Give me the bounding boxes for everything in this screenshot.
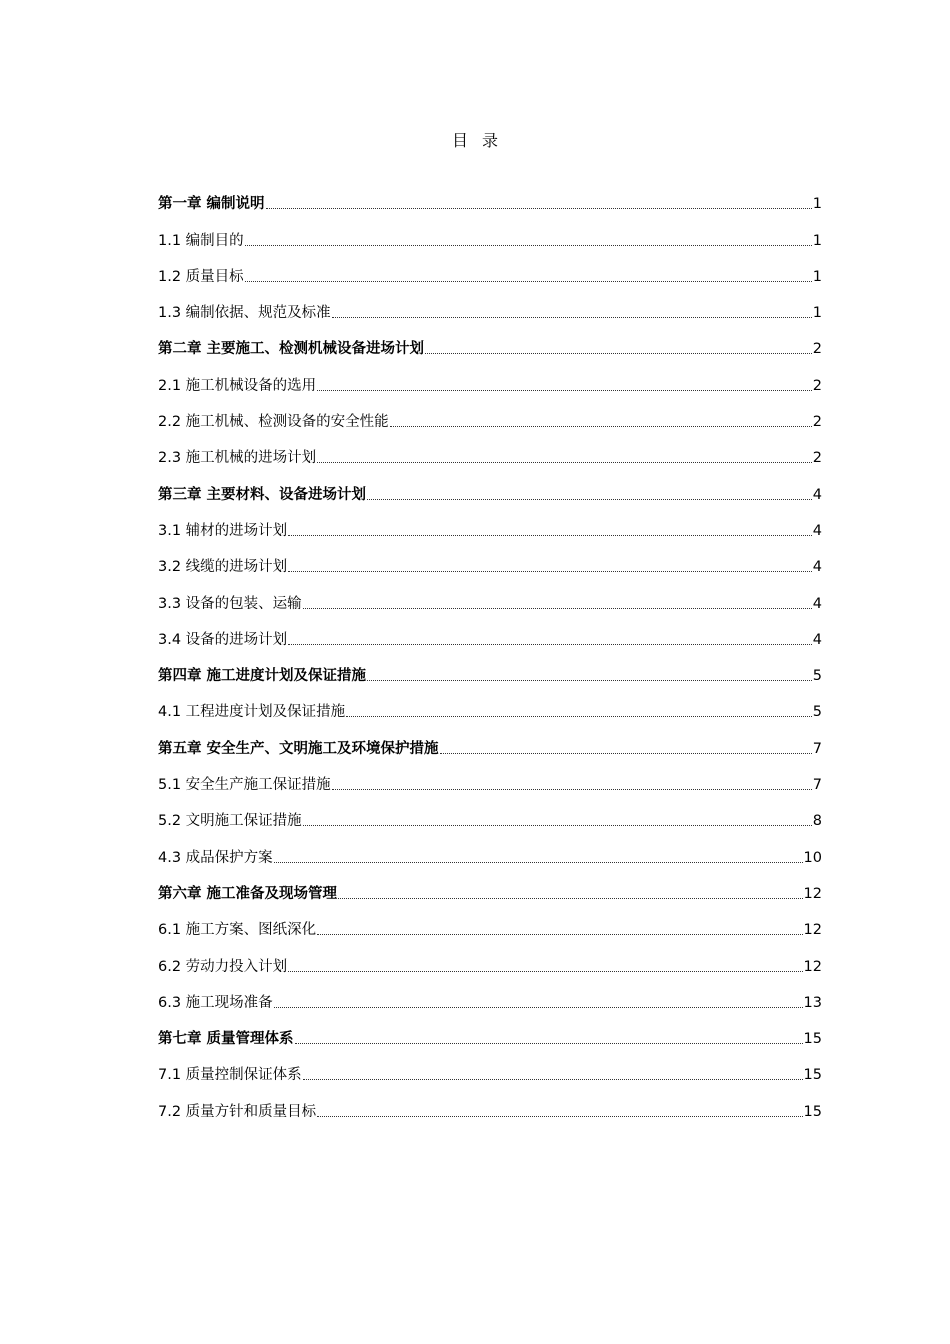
toc-entry-label: 3.3 设备的包装、运输 <box>158 595 302 612</box>
toc-entry-label: 2.1 施工机械设备的选用 <box>158 377 317 394</box>
toc-page-number: 13 <box>803 994 822 1011</box>
dot-leader <box>303 1078 803 1080</box>
toc-entry-label: 4.3 成品保护方案 <box>158 849 273 866</box>
dot-leader <box>346 715 812 717</box>
toc-page-number: 1 <box>812 232 822 249</box>
dot-leader <box>425 352 812 354</box>
toc-entry-label: 第三章 主要材料、设备进场计划 <box>158 486 367 503</box>
toc-page-number: 15 <box>803 1067 822 1084</box>
toc-page-number: 2 <box>812 341 822 358</box>
toc-entry-label: 1.3 编制依据、规范及标准 <box>158 305 331 322</box>
toc-entry-7-1[interactable] <box>158 1049 822 1085</box>
toc-entry-4-1[interactable] <box>158 686 822 722</box>
toc-entry-chapter-5[interactable] <box>158 722 822 758</box>
dot-leader <box>390 425 812 427</box>
dot-leader <box>245 244 812 246</box>
dot-leader <box>295 1042 803 1044</box>
toc-entry-6-2[interactable] <box>158 940 822 976</box>
toc-entry-label: 3.2 线缆的进场计划 <box>158 559 288 576</box>
toc-page-number: 2 <box>812 377 822 394</box>
toc-entry-label: 6.3 施工现场准备 <box>158 994 273 1011</box>
toc-title <box>0 128 950 151</box>
toc-page-number: 2 <box>812 450 822 467</box>
toc-page-number: 4 <box>812 522 822 539</box>
dot-leader <box>274 861 803 863</box>
toc-page-number: 12 <box>803 922 822 939</box>
toc-page-number: 1 <box>812 196 822 213</box>
dot-leader <box>303 824 812 826</box>
toc-entry-label: 7.1 质量控制保证体系 <box>158 1067 302 1084</box>
toc-page-number: 2 <box>812 414 822 431</box>
toc-page-number: 4 <box>812 631 822 648</box>
toc-entry-3-4[interactable] <box>158 614 822 650</box>
dot-leader <box>288 643 812 645</box>
toc-entry-chapter-1[interactable] <box>158 178 822 214</box>
toc-entry-label: 5.2 文明施工保证措施 <box>158 813 302 830</box>
toc-entry-3-3[interactable] <box>158 577 822 613</box>
toc-page-number: 10 <box>803 849 822 866</box>
toc-entry-6-1[interactable] <box>158 904 822 940</box>
toc-entry-chapter-3[interactable] <box>158 468 822 504</box>
toc-entry-label: 2.2 施工机械、检测设备的安全性能 <box>158 414 389 431</box>
toc-entry-2-1[interactable] <box>158 359 822 395</box>
dot-leader <box>317 461 812 463</box>
toc-entry-7-2[interactable] <box>158 1085 822 1121</box>
toc-page-number: 4 <box>812 486 822 503</box>
toc-entry-chapter-6[interactable] <box>158 868 822 904</box>
dot-leader <box>440 752 812 754</box>
toc-entry-label: 1.1 编制目的 <box>158 232 244 249</box>
toc-entry-label: 3.1 辅材的进场计划 <box>158 522 288 539</box>
toc-title-part1: 目 <box>451 131 468 150</box>
toc-page-number: 7 <box>812 740 822 757</box>
dot-leader <box>266 207 812 209</box>
dot-leader <box>367 498 812 500</box>
dot-leader <box>332 788 812 790</box>
toc-entry-6-3[interactable] <box>158 977 822 1013</box>
dot-leader <box>245 280 812 282</box>
toc-page-number: 4 <box>812 559 822 576</box>
toc-page-number: 7 <box>812 777 822 794</box>
toc-entry-label: 6.2 劳动力投入计划 <box>158 958 288 975</box>
dot-leader <box>317 933 802 935</box>
toc-entry-1-3[interactable] <box>158 287 822 323</box>
toc-entry-label: 第七章 质量管理体系 <box>158 1031 294 1048</box>
toc-page-number: 15 <box>803 1031 822 1048</box>
toc-entry-label: 第二章 主要施工、检测机械设备进场计划 <box>158 341 425 358</box>
toc-page-number: 15 <box>803 1103 822 1120</box>
toc-page-number: 1 <box>812 305 822 322</box>
toc-page-number: 12 <box>803 958 822 975</box>
toc-page-number: 4 <box>812 595 822 612</box>
toc-entry-label: 第一章 编制说明 <box>158 196 265 213</box>
dot-leader <box>367 679 812 681</box>
toc-entry-label: 第五章 安全生产、文明施工及环境保护措施 <box>158 740 439 757</box>
dot-leader <box>338 897 802 899</box>
toc-page-number: 5 <box>812 668 822 685</box>
dot-leader <box>274 1006 803 1008</box>
toc-entry-label: 7.2 质量方针和质量目标 <box>158 1103 317 1120</box>
toc-entry-label: 3.4 设备的进场计划 <box>158 631 288 648</box>
toc-entry-2-3[interactable] <box>158 432 822 468</box>
toc-entry-4-3[interactable] <box>158 831 822 867</box>
toc-entry-label: 4.1 工程进度计划及保证措施 <box>158 704 346 721</box>
dot-leader <box>288 534 812 536</box>
toc-entry-chapter-4[interactable] <box>158 650 822 686</box>
dot-leader <box>317 389 812 391</box>
toc-page-number: 12 <box>803 885 822 902</box>
toc-entry-2-2[interactable] <box>158 396 822 432</box>
toc-entry-3-1[interactable] <box>158 505 822 541</box>
dot-leader <box>288 970 802 972</box>
toc-title-part2: 录 <box>482 131 499 150</box>
dot-leader <box>332 316 812 318</box>
toc-entry-chapter-7[interactable] <box>158 1013 822 1049</box>
toc-entry-label: 第四章 施工进度计划及保证措施 <box>158 668 367 685</box>
toc-entry-1-1[interactable] <box>158 214 822 250</box>
toc-entry-label: 2.3 施工机械的进场计划 <box>158 450 317 467</box>
dot-leader <box>288 570 812 572</box>
toc-entry-label: 5.1 安全生产施工保证措施 <box>158 777 331 794</box>
toc-entry-label: 1.2 质量目标 <box>158 268 244 285</box>
toc-entry-5-2[interactable] <box>158 795 822 831</box>
toc-entry-label: 6.1 施工方案、图纸深化 <box>158 922 317 939</box>
toc-list <box>158 178 822 1122</box>
dot-leader <box>303 607 812 609</box>
toc-entry-5-1[interactable] <box>158 759 822 795</box>
toc-page-number: 1 <box>812 268 822 285</box>
toc-entry-1-2[interactable] <box>158 251 822 287</box>
toc-page-number: 8 <box>812 813 822 830</box>
toc-page-number: 5 <box>812 704 822 721</box>
toc-entry-3-2[interactable] <box>158 541 822 577</box>
toc-entry-label: 第六章 施工准备及现场管理 <box>158 885 338 902</box>
toc-entry-chapter-2[interactable] <box>158 323 822 359</box>
dot-leader <box>317 1115 802 1117</box>
